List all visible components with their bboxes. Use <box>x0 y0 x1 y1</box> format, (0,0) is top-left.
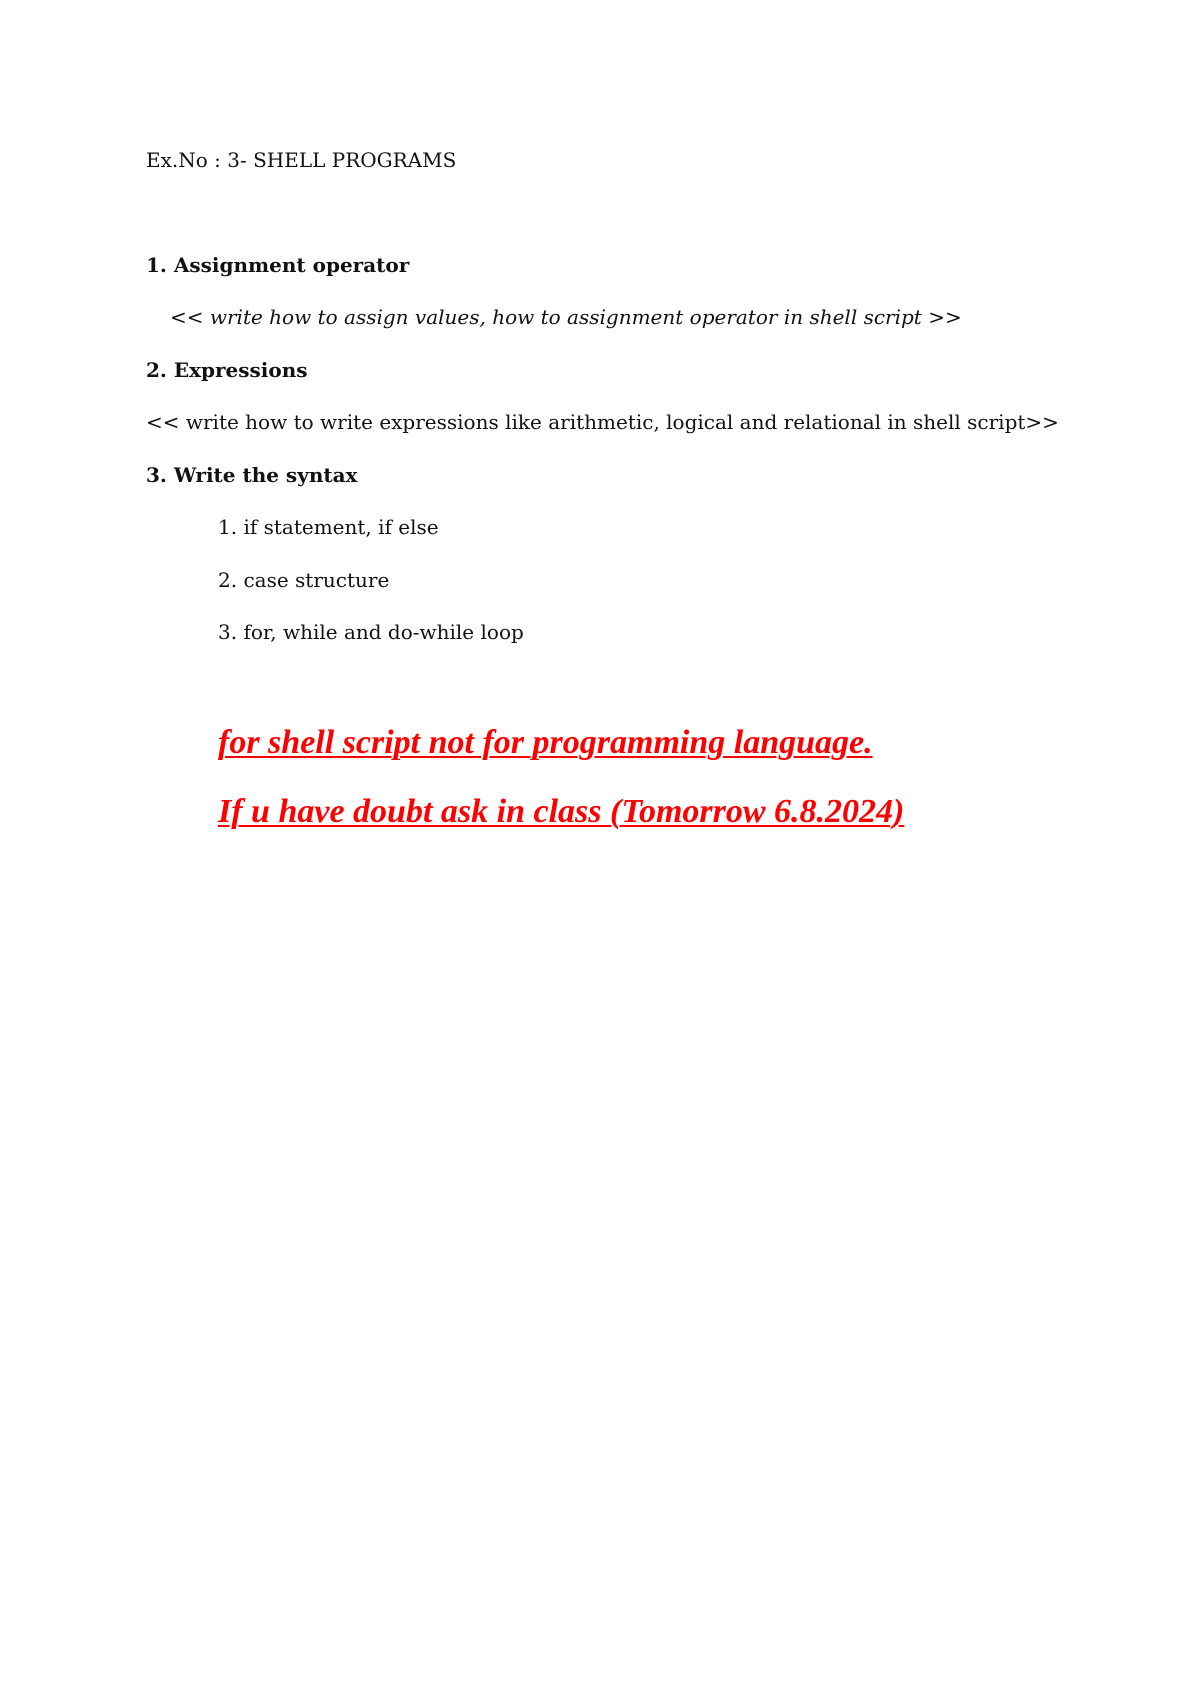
section-note-assignment: << write how to assign values, how to assignment operator in shell script >> <box>170 305 962 329</box>
section-heading-syntax: 3. Write the syntax <box>146 463 358 487</box>
section-heading-assignment: 1. Assignment operator <box>146 253 410 277</box>
warning-text-shell-script: for shell script not for programming language. <box>218 724 873 761</box>
warning-text-class: If u have doubt ask in class (Tomorrow 6.8.2024) <box>218 793 905 830</box>
page-title: Ex.No : 3- SHELL PROGRAMS <box>146 148 457 172</box>
section-note-expressions: << write how to write expressions like arithmetic, logical and relational in shell script>> <box>146 410 1059 434</box>
syntax-item-if: 1. if statement, if else <box>218 515 439 539</box>
syntax-item-case: 2. case structure <box>218 568 390 592</box>
section-heading-expressions: 2. Expressions <box>146 358 308 382</box>
syntax-item-loops: 3. for, while and do-while loop <box>218 620 524 644</box>
